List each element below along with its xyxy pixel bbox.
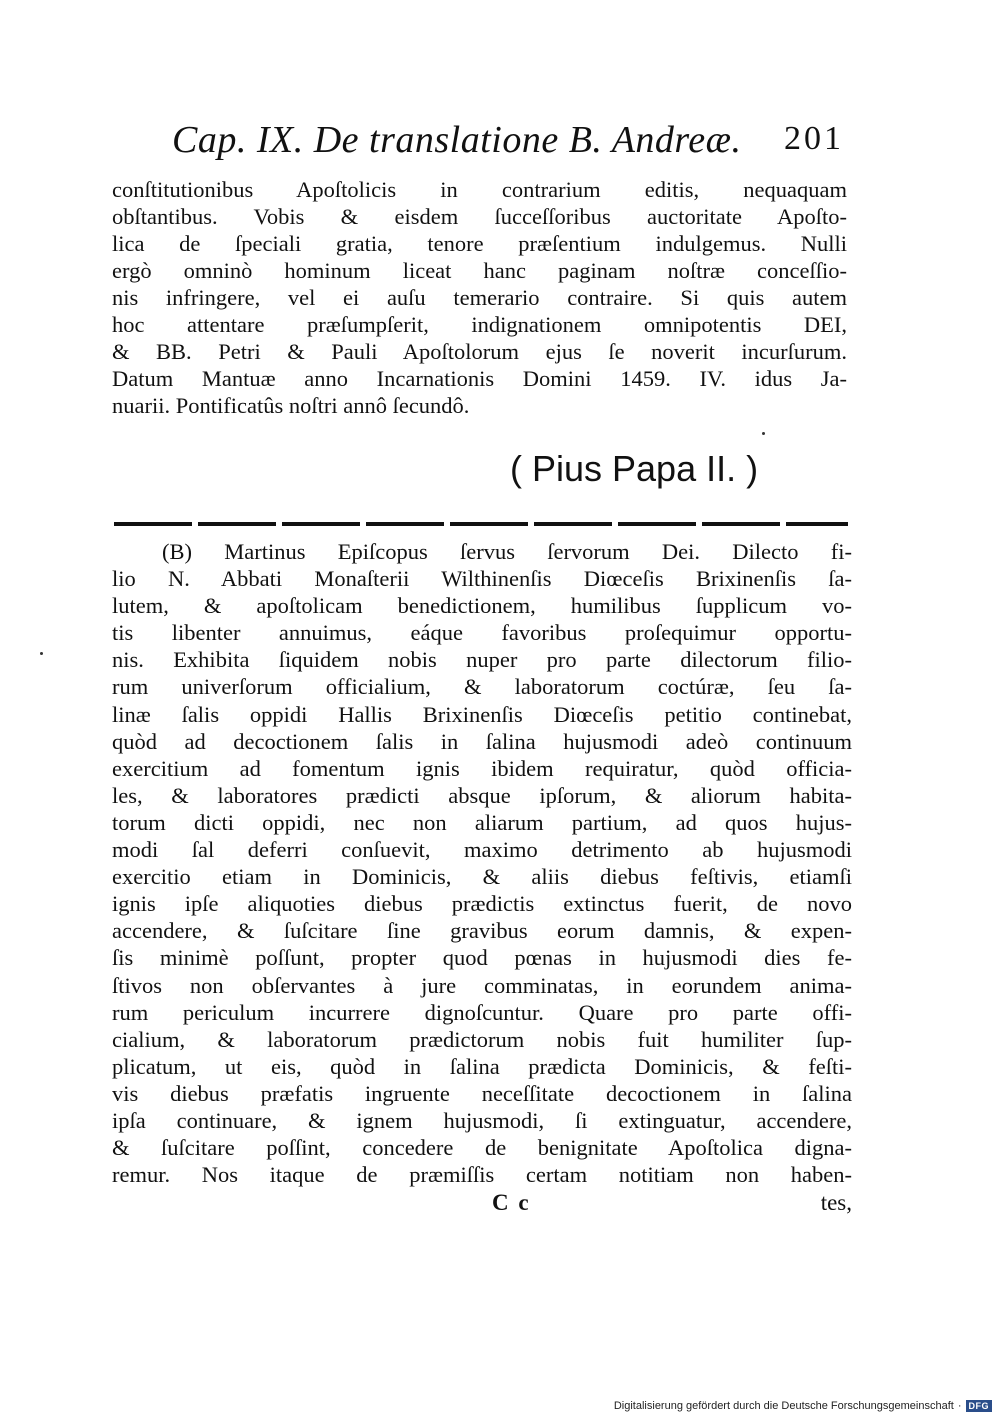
page-number: 201	[784, 120, 844, 157]
footnote-line: remur. Nos itaque de præmiſſis certam notitiam non haben-	[112, 1162, 852, 1188]
credit-separator: ·	[957, 1400, 962, 1412]
text-line: hoc attentare præſumpſerit, indignationem omnipotentis DEI,	[112, 312, 847, 337]
page-header	[172, 118, 844, 168]
main-text-block	[112, 176, 847, 419]
footnote-line: linæ ſalis oppidi Hallis Brixinenſis Diœceſis petitio continebat,	[112, 701, 852, 727]
catchline	[112, 1190, 852, 1220]
footnote-line: ſis minimè poſſunt, propter quod pœnas in hujusmodi dies fe-	[112, 945, 852, 971]
footnote-line: tis libenter annuimus, eáque favoribus proſequimur opportu-	[112, 620, 852, 646]
credit-text: Digitalisierung gefördert durch die Deutsche Forschungsgemeinschaft	[613, 1400, 954, 1412]
footnote-line: quòd ad decoctionem ſalis in ſalina hujusmodi adeò continuum	[112, 728, 852, 754]
signature-mark: C c	[492, 1190, 531, 1215]
footnote-line: lutem, & apoſtolicam benedictionem, humilibus ſupplicum vo-	[112, 593, 852, 619]
footnote-line: rum univerſorum officialium, & laboratorum coctúræ, ſeu ſa-	[112, 674, 852, 700]
footnote-line: cialium, & laboratorum prædictorum nobis fuit humiliter ſup-	[112, 1026, 852, 1052]
footnote-line: (B) Martinus Epiſcopus ſervus ſervorum Dei. Dilecto fi-	[162, 539, 852, 564]
scan-speck	[40, 652, 43, 655]
footnote-line: plicatum, ut eis, quòd in ſalina prædicta Dominicis, & feſti-	[112, 1053, 852, 1079]
footnote-line: lio N. Abbati Monaſterii Wilthinenſis Diœceſis Brixinenſis ſa-	[112, 566, 852, 592]
catchword: tes,	[820, 1190, 852, 1215]
footnote-line: nis. Exhibita ſiquidem nobis nuper pro parte dilectorum filio-	[112, 647, 852, 673]
footnote-line: ipſa continuare, & ignem hujusmodi, ſi extinguatur, accendere,	[112, 1107, 852, 1133]
text-line: & BB. Petri & Pauli Apoſtolorum ejus ſe noverit incurſurum.	[112, 339, 847, 364]
footnote-line: rum periculum incurrere dignoſcuntur. Quare pro parte offi-	[112, 999, 852, 1025]
footnote-line: torum dicti oppidi, nec non aliarum partium, ad quos hujus-	[112, 809, 852, 835]
footnote-line: modi ſal deferri conſuevit, maximo detrimento ab hujusmodi	[112, 837, 852, 863]
text-line: conſtitutionibus Apoſtolicis in contrarium editis, nequaquam	[112, 177, 847, 202]
footnote-line: ſtivos non obſervantes à jure comminatas, in eorundem anima-	[112, 972, 852, 998]
text-line: nuarii. Pontificatûs noſtri annô ſecundô.	[112, 393, 470, 418]
footnote-line: accendere, & ſuſcitare ſine gravibus eorum damnis, & expen-	[112, 918, 852, 944]
footnote-divider	[114, 522, 848, 526]
footnote-line: vis diebus præfatis ingruente neceſſitate decoctionem in ſalina	[112, 1080, 852, 1106]
scan-speck	[762, 432, 765, 435]
footnote-line: exercitium ad fomentum ignis ibidem requiratur, quòd officia-	[112, 755, 852, 781]
footnote-block	[112, 538, 852, 1188]
footnote-line: exercitio etiam in Dominicis, & aliis diebus feſtivis, etiamſi	[112, 864, 852, 890]
footnote-line: les, & laboratores prædicti absque ipſorum, & aliorum habita-	[112, 782, 852, 808]
text-line: Datum Mantuæ anno Incarnationis Domini 1459. IV. idus Ja-	[112, 366, 847, 391]
text-line: ergò omninò hominum liceat hanc paginam noſtræ conceſſio-	[112, 258, 847, 283]
text-line: lica de ſpeciali gratia, tenore præſentium indulgemus. Nulli	[112, 231, 847, 256]
papal-signature: ( Pius Papa II. )	[510, 448, 759, 489]
digitization-credit	[614, 1400, 992, 1412]
dfg-logo-icon: DFG	[966, 1400, 993, 1412]
text-line: nis infringere, vel ei auſu temerario contraire. Si quis autem	[112, 285, 847, 310]
text-line: obſtantibus. Vobis & eisdem ſucceſſoribus auctoritate Apoſto-	[112, 204, 847, 229]
footnote-line: ignis ipſe aliquoties diebus prædictis extinctus fuerit, de novo	[112, 891, 852, 917]
footnote-line: & ſuſcitare poſſint, concedere de benignitate Apoſtolica digna-	[112, 1135, 852, 1161]
running-title: Cap. IX. De translatione B. Andreæ.	[172, 119, 742, 161]
